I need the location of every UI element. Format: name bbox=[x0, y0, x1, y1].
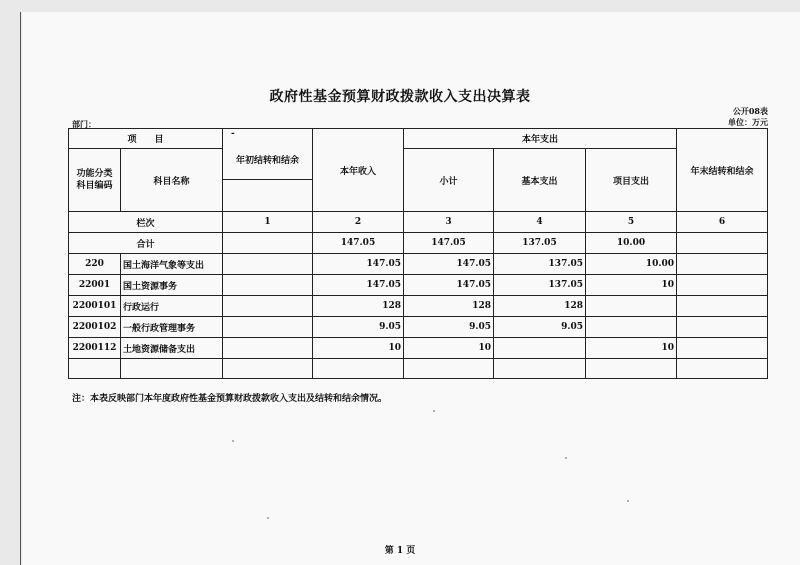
total-opening bbox=[223, 233, 313, 254]
index-col-6: 6 bbox=[677, 212, 768, 233]
header-item: 项 目 bbox=[69, 129, 223, 149]
header-dash: - bbox=[231, 129, 235, 139]
header-opening-balance-label: 年初结转和结余 bbox=[235, 156, 299, 166]
row-income: 128 bbox=[313, 296, 404, 317]
scan-speck bbox=[433, 410, 435, 412]
row-closing bbox=[677, 338, 768, 359]
page-number: 第 1 页 bbox=[384, 546, 416, 556]
index-label: 栏次 bbox=[69, 212, 223, 233]
row-income: 147.05 bbox=[313, 275, 404, 296]
total-basic: 137.05 bbox=[494, 233, 586, 254]
header-opening-balance bbox=[223, 129, 313, 180]
total-income: 147.05 bbox=[313, 233, 404, 254]
header-func-code-label: 功能分类 科目编码 bbox=[76, 169, 113, 191]
row-name: 国土海洋气象等支出 bbox=[121, 254, 223, 275]
unit-label: 单位：万元 bbox=[728, 117, 768, 127]
table-row bbox=[69, 296, 768, 317]
row-opening bbox=[223, 254, 313, 275]
header-opening-balance-blank bbox=[223, 180, 313, 212]
row-closing bbox=[677, 296, 768, 317]
department-label: 部门： bbox=[72, 119, 96, 129]
total-label: 合计 bbox=[69, 233, 223, 254]
row-project: 10.00 bbox=[586, 254, 677, 275]
row-name: 国土资源事务 bbox=[121, 275, 223, 296]
row-basic: 9.05 bbox=[494, 317, 586, 338]
row-code: 2200112 bbox=[69, 338, 121, 359]
total-project: 10.00 bbox=[586, 233, 677, 254]
row-closing bbox=[677, 254, 768, 275]
form-number: 公开08表 bbox=[732, 106, 768, 116]
row-project bbox=[586, 296, 677, 317]
header-year-income: 本年收入 bbox=[313, 129, 404, 212]
page-title: 政府性基金预算财政拨款收入支出决算表 bbox=[269, 89, 531, 105]
scan-speck bbox=[232, 440, 234, 442]
index-col-5: 5 bbox=[586, 212, 677, 233]
index-col-3: 3 bbox=[404, 212, 494, 233]
row-subtotal: 147.05 bbox=[404, 254, 494, 275]
footnote: 注：本表反映部门本年度政府性基金预算财政拨款收入支出及结转和结余情况。 bbox=[72, 394, 388, 404]
blank-row bbox=[69, 359, 768, 379]
row-project bbox=[586, 317, 677, 338]
header-row-2 bbox=[69, 149, 768, 180]
header-subject-name: 科目名称 bbox=[121, 149, 223, 212]
row-subtotal: 128 bbox=[404, 296, 494, 317]
row-code: 22001 bbox=[69, 275, 121, 296]
header-project-expense: 项目支出 bbox=[586, 149, 677, 212]
index-col-2: 2 bbox=[313, 212, 404, 233]
row-basic bbox=[494, 338, 586, 359]
scan-speck bbox=[627, 500, 629, 502]
header-basic-expense: 基本支出 bbox=[494, 149, 586, 212]
table-row bbox=[69, 275, 768, 296]
index-col-4: 4 bbox=[494, 212, 586, 233]
row-project: 10 bbox=[586, 275, 677, 296]
table-row bbox=[69, 317, 768, 338]
header-func-code bbox=[69, 149, 121, 212]
row-basic: 137.05 bbox=[494, 254, 586, 275]
row-name: 土地资源储备支出 bbox=[121, 338, 223, 359]
row-opening bbox=[223, 275, 313, 296]
row-income: 9.05 bbox=[313, 317, 404, 338]
row-subtotal: 147.05 bbox=[404, 275, 494, 296]
header-year-expense: 本年支出 bbox=[404, 129, 677, 149]
row-code: 2200101 bbox=[69, 296, 121, 317]
row-code: 2200102 bbox=[69, 317, 121, 338]
row-basic: 128 bbox=[494, 296, 586, 317]
total-closing bbox=[677, 233, 768, 254]
row-closing bbox=[677, 275, 768, 296]
row-name: 行政运行 bbox=[121, 296, 223, 317]
total-subtotal: 147.05 bbox=[404, 233, 494, 254]
budget-table bbox=[68, 128, 768, 379]
row-income: 147.05 bbox=[313, 254, 404, 275]
row-opening bbox=[223, 317, 313, 338]
row-basic: 137.05 bbox=[494, 275, 586, 296]
row-code: 220 bbox=[69, 254, 121, 275]
scan-speck bbox=[565, 457, 567, 459]
row-subtotal: 10 bbox=[404, 338, 494, 359]
scan-speck bbox=[267, 517, 269, 519]
index-row bbox=[69, 212, 768, 233]
header-row-1 bbox=[69, 129, 768, 149]
row-subtotal: 9.05 bbox=[404, 317, 494, 338]
row-project: 10 bbox=[586, 338, 677, 359]
row-opening bbox=[223, 338, 313, 359]
table-row bbox=[69, 338, 768, 359]
index-col-1: 1 bbox=[223, 212, 313, 233]
table-row bbox=[69, 254, 768, 275]
row-name: 一般行政管理事务 bbox=[121, 317, 223, 338]
row-closing bbox=[677, 317, 768, 338]
row-opening bbox=[223, 296, 313, 317]
header-closing-balance: 年末结转和结余 bbox=[677, 129, 768, 212]
total-row bbox=[69, 233, 768, 254]
header-subtotal: 小计 bbox=[404, 149, 494, 212]
row-income: 10 bbox=[313, 338, 404, 359]
